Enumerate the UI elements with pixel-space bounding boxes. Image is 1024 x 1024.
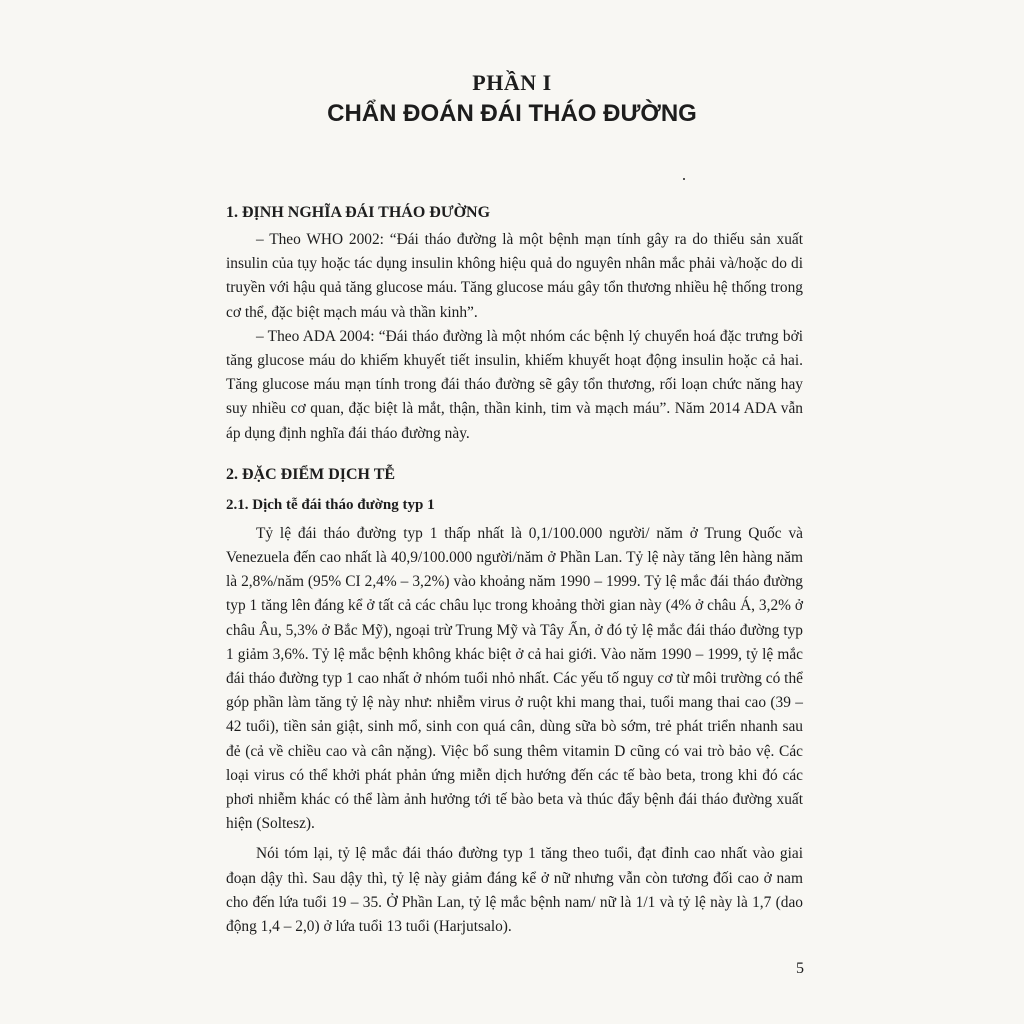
paragraph-who-definition: – Theo WHO 2002: “Đái tháo đường là một bệnh mạn tính gây ra do thiếu sản xuất insulin của tụy hoặc tác dụng insulin không hiệu quả do nguyên nhân mắc phải và/hoặc do di truyền với hậu quả tăng glucose máu. Tăng glucose máu gây tổn thương nhiều hệ thống trong cơ thể, đặc biệt mạch máu và thần kinh”. [226,231,803,321]
page-number: 5 [796,960,804,977]
paragraph-type1-summary: Nói tóm lại, tỷ lệ mắc đái tháo đường typ 1 tăng theo tuổi, đạt đỉnh cao nhất vào giai đoạn dậy thì. Sau dậy thì, tỷ lệ này giảm đáng kể ở nữ nhưng vẫn còn tương đối cao ở nam cho đến lứa tuổi 19 – 35. Ở Phần Lan, tỷ lệ mắc bệnh nam/ nữ là 1/1 và tỷ lệ này là 1,7 (dao động 1,4 – 2,0) ở lứa tuổi 13 tuổi (Harjutsalo). [226,845,803,936]
paragraph-ada-definition: – Theo ADA 2004: “Đái tháo đường là một nhóm các bệnh lý chuyển hoá đặc trưng bởi tăng glucose máu do khiếm khuyết tiết insulin, khiếm khuyết hoạt động insulin hoặc cả hai. Tăng glucose máu mạn tính trong đái tháo đường sẽ gây tổn thương, rối loạn chức năng hay suy nhiều cơ quan, đặc biệt là mắt, thận, thần kinh, tim và mạch máu”. Năm 2014 ADA vẫn áp dụng định nghĩa đái tháo đường này. [226,327,803,442]
stray-mark [683,178,685,180]
subsection-heading-type1: 2.1. Dịch tễ đái tháo đường typ 1 [226,496,435,513]
chapter-title: CHẨN ĐOÁN ĐÁI THÁO ĐƯỜNG [327,100,697,127]
part-label: PHẦN I [472,70,552,95]
paragraph-type1-incidence: Tỷ lệ đái tháo đường typ 1 thấp nhất là 0,1/100.000 người/ năm ở Trung Quốc và Venezuela đến cao nhất là 40,9/100.000 người/năm ở Phần Lan. Tỷ lệ này tăng lên hàng năm là 2,8%/năm (95% CI 2,4% – 3,2%) vào khoảng năm 1990 – 1999. Tỷ lệ mắc đái tháo đường typ 1 tăng lên đáng kể ở tất cả các châu lục trong khoảng thời gian này (4% ở châu Á, 3,2% ở châu Âu, 5,3% ở Bắc Mỹ), ngoại trừ Trung Mỹ và Tây Ấn, ở đó tỷ lệ mắc đái tháo đường typ 1 giảm 3,6%. Tỷ lệ mắc bệnh không khác biệt ở cả hai giới. Vào năm 1990 – 1999, tỷ lệ mắc đái tháo đường typ 1 cao nhất ở nhóm tuổi nhỏ nhất. Các yếu tố nguy cơ từ môi trường có thể góp phần làm tăng tỷ lệ này như: nhiễm virus ở ruột khi mang thai, tuổi mang thai cao (39 – 42 tuổi), tiền sản giật, sinh mổ, sinh con quá cân, dùng sữa bò sớm, trẻ phát triển nhanh sau đẻ (cả về chiều cao và cân nặng). Việc bổ sung thêm vitamin D cũng có vai trò bảo vệ. Các loại virus có thể khởi phát phản ứng miễn dịch hướng đến các tế bào beta, trong khi đó các phơi nhiễm khác có thể làm ảnh hưởng tới tế bào beta và thúc đẩy bệnh đái tháo đường xuất hiện (Soltesz). [226,524,803,833]
section-heading-epidemiology: 2. ĐẶC ĐIỂM DỊCH TỄ [226,465,396,483]
section-heading-definition: 1. ĐỊNH NGHĨA ĐÁI THÁO ĐƯỜNG [226,204,491,221]
body-text [226,200,803,939]
